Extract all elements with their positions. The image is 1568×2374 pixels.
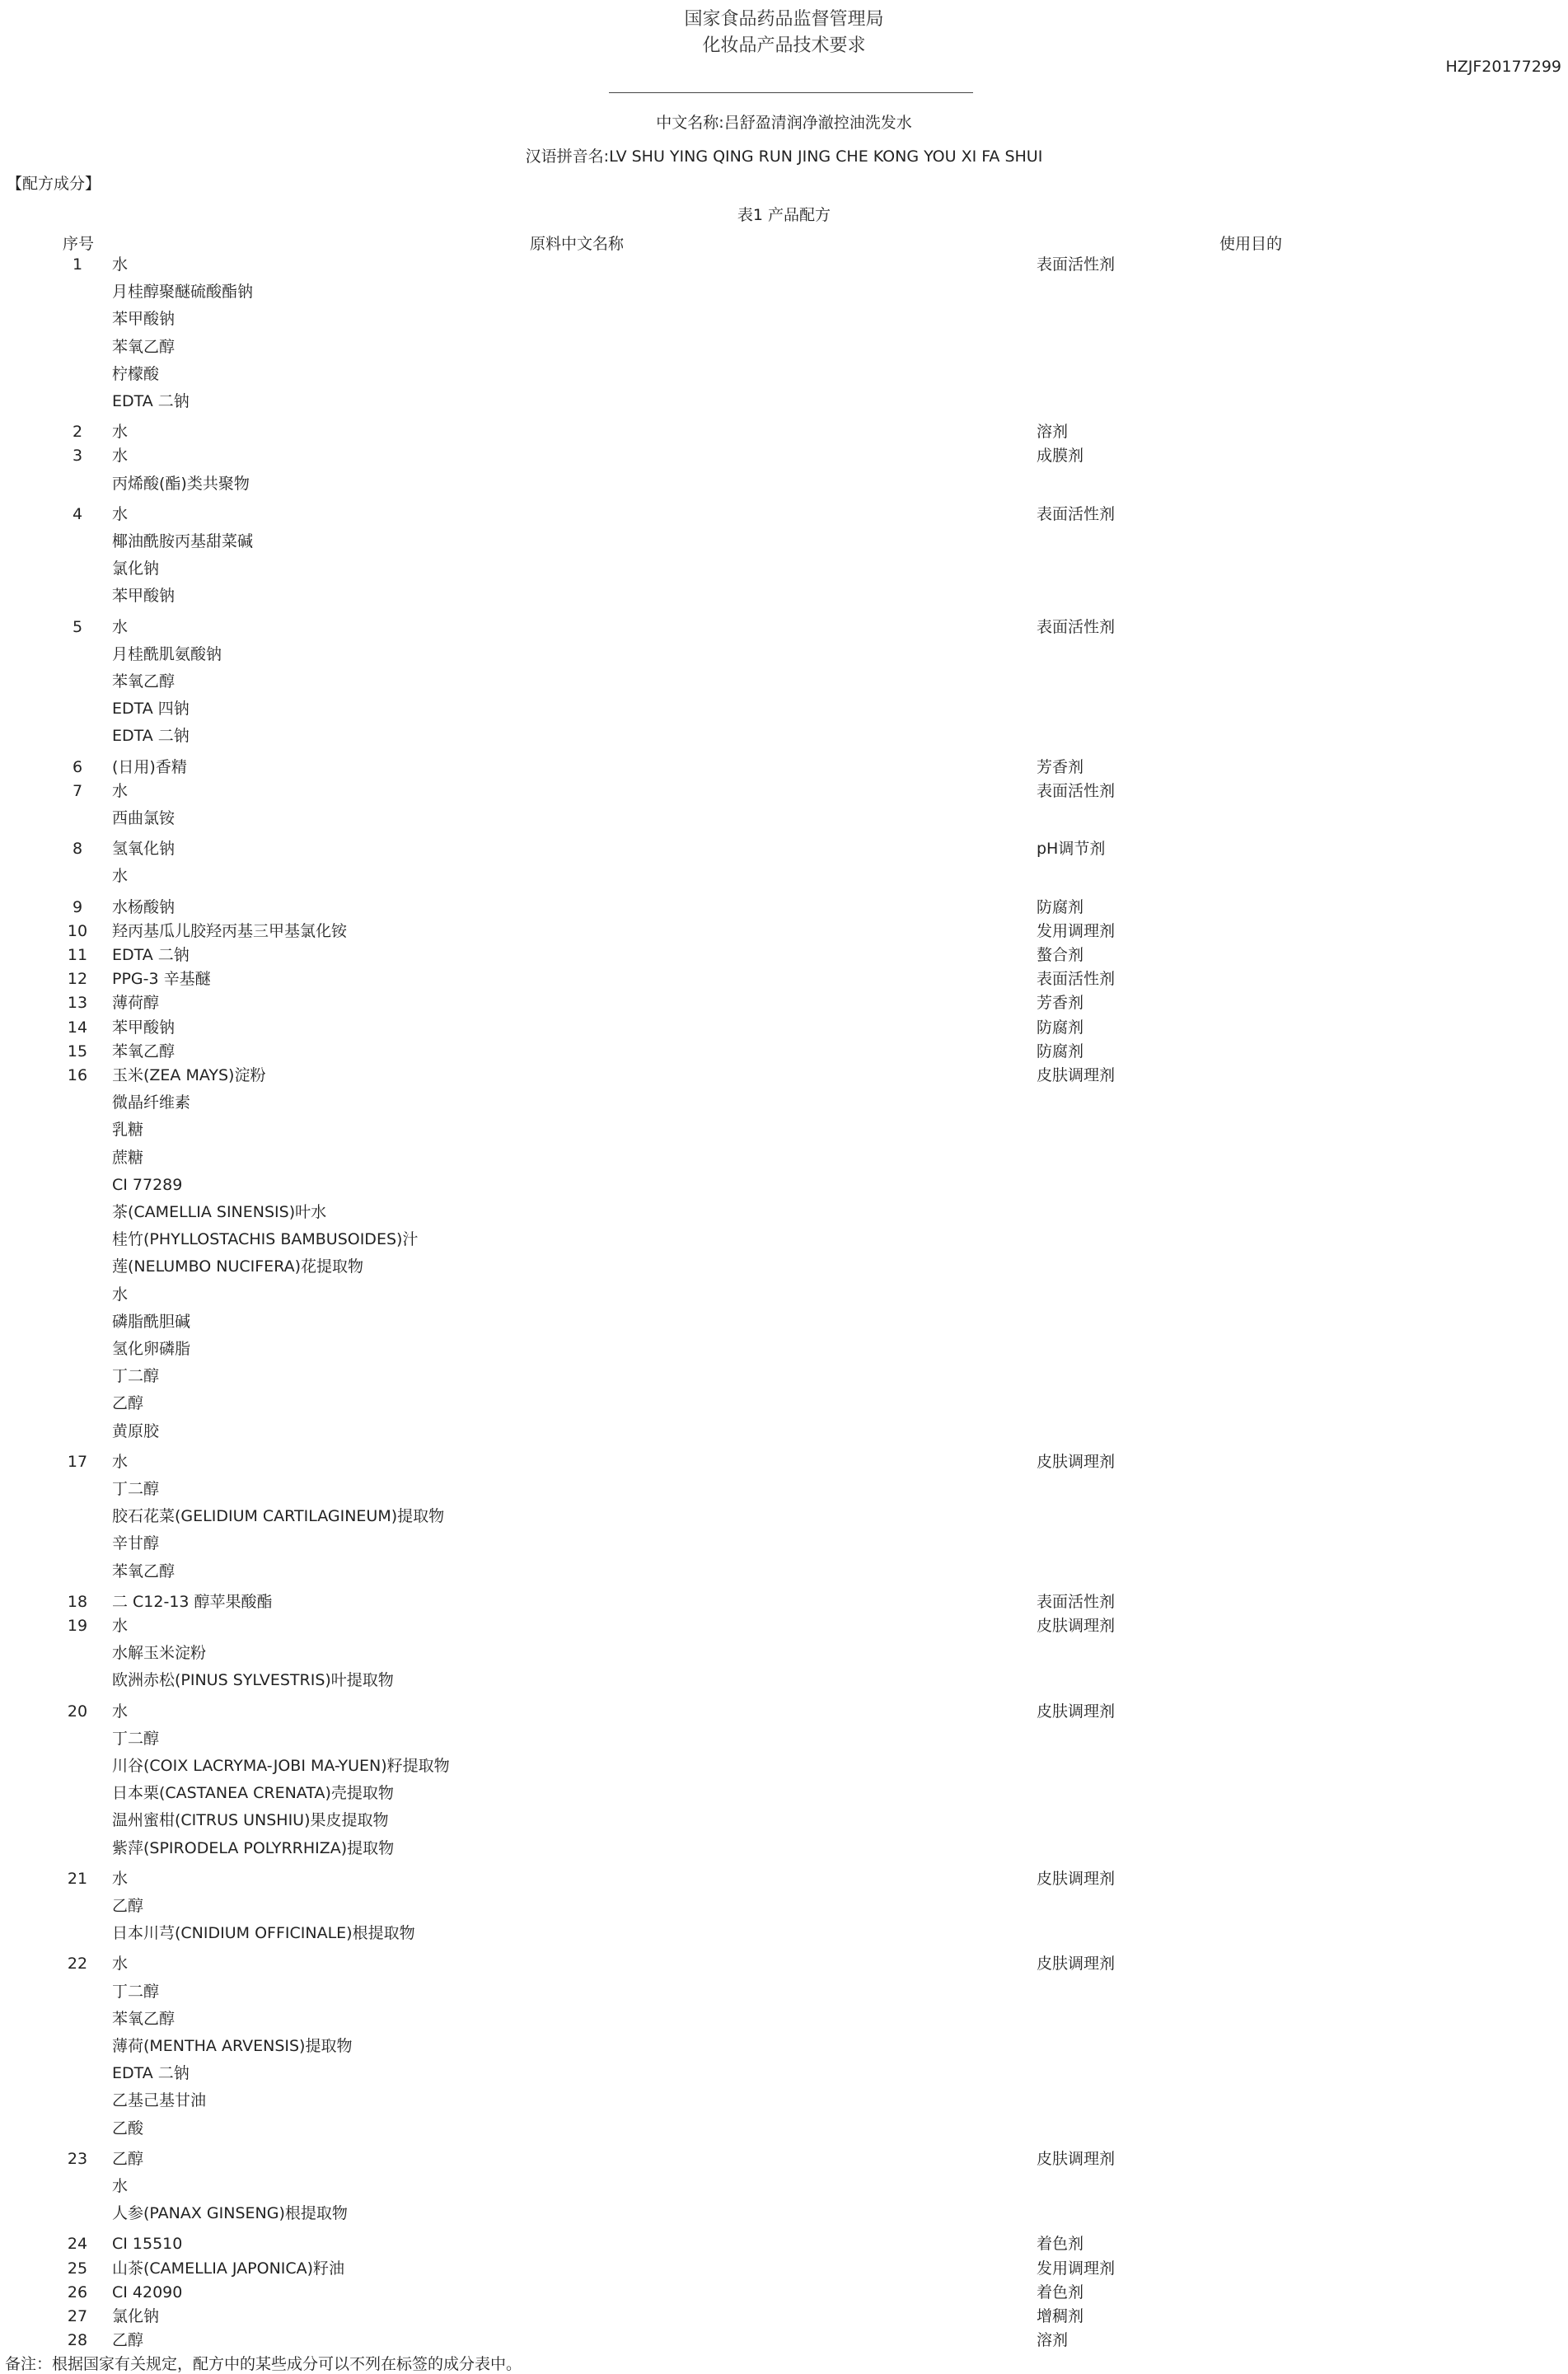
row-seq: 1	[72, 255, 83, 274]
row-purpose: 溶剂	[1037, 2331, 1069, 2350]
ingredient-name: 水	[112, 1617, 129, 1635]
ingredient-name: 薄荷(MENTHA ARVENSIS)提取物	[112, 2037, 353, 2055]
ingredient-name: CI 77289	[112, 1175, 183, 1194]
ingredient-name: 胶石花菜(GELIDIUM CARTILAGINEUM)提取物	[112, 1507, 445, 1526]
ingredient-name: EDTA 二钠	[112, 946, 190, 964]
ingredient-name: 苯氧乙醇	[112, 1042, 176, 1061]
row-seq: 4	[72, 504, 83, 523]
row-purpose: 着色剂	[1037, 2283, 1084, 2301]
row-purpose: 增稠剂	[1037, 2307, 1084, 2325]
row-purpose: 表面活性剂	[1037, 970, 1116, 989]
row-purpose: 表面活性剂	[1037, 781, 1116, 800]
row-purpose: 芳香剂	[1037, 994, 1084, 1013]
ingredient-name: 水解玉米淀粉	[112, 1644, 207, 1663]
ingredient-name: 人参(PANAX GINSENG)根提取物	[112, 2204, 348, 2223]
column-header-name: 原料中文名称	[530, 235, 625, 253]
ingredient-name: 紫萍(SPIRODELA POLYRRHIZA)提取物	[112, 1838, 395, 1857]
ingredient-name: 乳糖	[112, 1121, 144, 1140]
ingredient-name: 苯氧乙醇	[112, 337, 176, 356]
ingredient-name: 日本栗(CASTANEA CRENATA)壳提取物	[112, 1784, 394, 1803]
ingredient-name: 水	[112, 504, 129, 523]
ingredient-name: (日用)香精	[112, 757, 187, 776]
ingredient-name: 辛甘醇	[112, 1534, 160, 1553]
row-seq: 8	[72, 840, 83, 859]
row-seq: 9	[72, 897, 83, 916]
ingredient-name: 水	[112, 781, 129, 800]
row-purpose: 皮肤调理剂	[1037, 1452, 1116, 1471]
ingredient-name: 乙醇	[112, 1394, 144, 1413]
row-purpose: 表面活性剂	[1037, 504, 1116, 523]
ingredient-name: 苯氧乙醇	[112, 672, 176, 691]
ingredient-name: 水	[112, 255, 129, 274]
row-purpose: 防腐剂	[1037, 1042, 1084, 1061]
ingredient-name: 水	[112, 1955, 129, 1974]
ingredient-name: 玉米(ZEA MAYS)淀粉	[112, 1066, 266, 1084]
document-title: 化妆品产品技术要求	[702, 35, 866, 56]
ingredient-name: 氯化钠	[112, 2307, 160, 2325]
agency-title: 国家食品药品监督管理局	[684, 9, 884, 30]
ingredient-name: 水	[112, 1702, 129, 1721]
row-seq: 12	[67, 970, 88, 989]
ingredient-name: 川谷(COIX LACRYMA-JOBI MA-YUEN)籽提取物	[112, 1757, 450, 1775]
ingredient-name: EDTA 二钠	[112, 727, 190, 746]
row-seq: 16	[67, 1066, 88, 1084]
ingredient-name: 西曲氯铵	[112, 809, 176, 827]
row-seq: 28	[67, 2331, 88, 2350]
row-purpose: 发用调理剂	[1037, 2259, 1116, 2278]
ingredient-name: 乙醇	[112, 2331, 144, 2350]
ingredient-name: CI 42090	[112, 2283, 183, 2301]
ingredient-name: 水	[112, 2177, 129, 2195]
row-seq: 19	[67, 1617, 88, 1635]
row-purpose: 表面活性剂	[1037, 1592, 1116, 1611]
ingredient-name: 水	[112, 1452, 129, 1471]
row-seq: 21	[67, 1869, 88, 1888]
row-purpose: 着色剂	[1037, 2235, 1084, 2254]
ingredient-name: 月桂酰肌氨酸钠	[112, 644, 222, 663]
row-purpose: 防腐剂	[1037, 897, 1084, 916]
row-purpose: 表面活性剂	[1037, 255, 1116, 274]
ingredient-name: EDTA 二钠	[112, 2064, 190, 2083]
ingredient-name: EDTA 二钠	[112, 392, 190, 410]
row-seq: 7	[72, 781, 83, 800]
row-purpose: 溶剂	[1037, 423, 1069, 442]
document-code: HZJF20177299	[1445, 58, 1561, 76]
ingredient-name: 温州蜜柑(CITRUS UNSHIU)果皮提取物	[112, 1811, 389, 1830]
ingredient-name: 丁二醇	[112, 1367, 160, 1386]
row-seq: 14	[67, 1018, 88, 1037]
ingredient-name: 丁二醇	[112, 1982, 160, 2001]
row-purpose: 防腐剂	[1037, 1018, 1084, 1037]
ingredient-name: EDTA 四钠	[112, 700, 190, 719]
row-purpose: 皮肤调理剂	[1037, 1869, 1116, 1888]
row-seq: 6	[72, 757, 83, 776]
ingredient-name: 丙烯酸(酯)类共聚物	[112, 474, 250, 493]
row-seq: 26	[67, 2283, 88, 2301]
row-seq: 18	[67, 1592, 88, 1611]
ingredient-name: 水	[112, 867, 129, 886]
row-purpose: 皮肤调理剂	[1037, 1066, 1116, 1084]
row-seq: 2	[72, 423, 83, 442]
row-seq: 3	[72, 447, 83, 466]
row-seq: 10	[67, 921, 88, 940]
row-seq: 20	[67, 1702, 88, 1721]
ingredient-name: 氯化钠	[112, 560, 160, 578]
ingredient-name: 日本川芎(CNIDIUM OFFICINALE)根提取物	[112, 1924, 415, 1943]
ingredient-name: 乙基己基甘油	[112, 2091, 207, 2110]
ingredient-name: 水	[112, 617, 129, 636]
row-seq: 22	[67, 1955, 88, 1974]
ingredient-name: 茶(CAMELLIA SINENSIS)叶水	[112, 1203, 327, 1221]
column-header-seq: 序号	[63, 235, 95, 253]
row-purpose: 螯合剂	[1037, 946, 1084, 964]
ingredient-name: 苯氧乙醇	[112, 2009, 176, 2028]
row-purpose: 表面活性剂	[1037, 617, 1116, 636]
ingredient-name: 乙酸	[112, 2119, 144, 2138]
ingredient-name: 氢化卵磷脂	[112, 1340, 191, 1358]
ingredient-name: CI 15510	[112, 2235, 183, 2254]
ingredient-name: 椰油酰胺丙基甜菜碱	[112, 532, 254, 550]
row-seq: 25	[67, 2259, 88, 2278]
row-seq: 15	[67, 1042, 88, 1061]
row-purpose: 皮肤调理剂	[1037, 1955, 1116, 1974]
table-title: 表1 产品配方	[737, 206, 831, 224]
ingredient-name: 水	[112, 1285, 129, 1304]
ingredient-name: 水杨酸钠	[112, 897, 176, 916]
ingredient-name: 磷脂酰胆碱	[112, 1312, 191, 1331]
row-seq: 17	[67, 1452, 88, 1471]
ingredient-name: 苯甲酸钠	[112, 1018, 176, 1037]
row-seq: 24	[67, 2235, 88, 2254]
row-purpose: 成膜剂	[1037, 447, 1084, 466]
product-name-cn: 中文名称:吕舒盈清润净澈控油洗发水	[656, 114, 912, 132]
footnote: 备注：根据国家有关规定，配方中的某些成分可以不列在标签的成分表中。	[5, 2355, 522, 2373]
row-seq: 13	[67, 994, 88, 1013]
ingredient-name: 丁二醇	[112, 1729, 160, 1748]
row-seq: 5	[72, 617, 83, 636]
ingredient-name: 桂竹(PHYLLOSTACHIS BAMBUSOIDES)汁	[112, 1230, 419, 1249]
ingredient-name: 欧洲赤松(PINUS SYLVESTRIS)叶提取物	[112, 1671, 394, 1690]
ingredient-name: 苯甲酸钠	[112, 310, 176, 329]
ingredient-name: 二 C12-13 醇苹果酸酯	[112, 1592, 273, 1611]
ingredient-name: 氢氧化钠	[112, 840, 176, 859]
row-seq: 11	[67, 946, 88, 964]
ingredient-name: 月桂醇聚醚硫酸酯钠	[112, 283, 254, 302]
row-purpose: 发用调理剂	[1037, 921, 1116, 940]
ingredient-name: 薄荷醇	[112, 994, 160, 1013]
ingredient-name: 丁二醇	[112, 1480, 160, 1498]
section-label: 【配方成分】	[7, 175, 101, 193]
row-purpose: pH调节剂	[1037, 840, 1106, 859]
ingredient-name: 水	[112, 423, 129, 442]
ingredient-name: 山茶(CAMELLIA JAPONICA)籽油	[112, 2259, 345, 2278]
ingredient-name: 羟丙基瓜儿胶羟丙基三甲基氯化铵	[112, 921, 348, 940]
ingredient-name: 苯氧乙醇	[112, 1562, 176, 1580]
ingredient-name: 微晶纤维素	[112, 1093, 191, 1112]
ingredient-name: 水	[112, 447, 129, 466]
column-header-purpose: 使用目的	[1219, 235, 1283, 253]
ingredient-name: 蔗糖	[112, 1148, 144, 1167]
row-purpose: 皮肤调理剂	[1037, 1702, 1116, 1721]
ingredient-name: 水	[112, 1869, 129, 1888]
row-purpose: 皮肤调理剂	[1037, 1617, 1116, 1635]
ingredient-name: 黄原胶	[112, 1421, 160, 1440]
row-seq: 27	[67, 2307, 88, 2325]
ingredient-name: 苯甲酸钠	[112, 587, 176, 606]
row-purpose: 皮肤调理剂	[1037, 2149, 1116, 2168]
row-purpose: 芳香剂	[1037, 757, 1084, 776]
row-seq: 23	[67, 2149, 88, 2168]
ingredient-name: PPG-3 辛基醚	[112, 970, 211, 989]
ingredient-name: 乙醇	[112, 2149, 144, 2168]
ingredient-name: 莲(NELUMBO NUCIFERA)花提取物	[112, 1257, 364, 1276]
ingredient-name: 柠檬酸	[112, 364, 160, 383]
ingredient-name: 乙醇	[112, 1897, 144, 1915]
product-name-pinyin: 汉语拼音名:LV SHU YING QING RUN JING CHE KONG YOU XI FA SHUI	[525, 147, 1043, 166]
